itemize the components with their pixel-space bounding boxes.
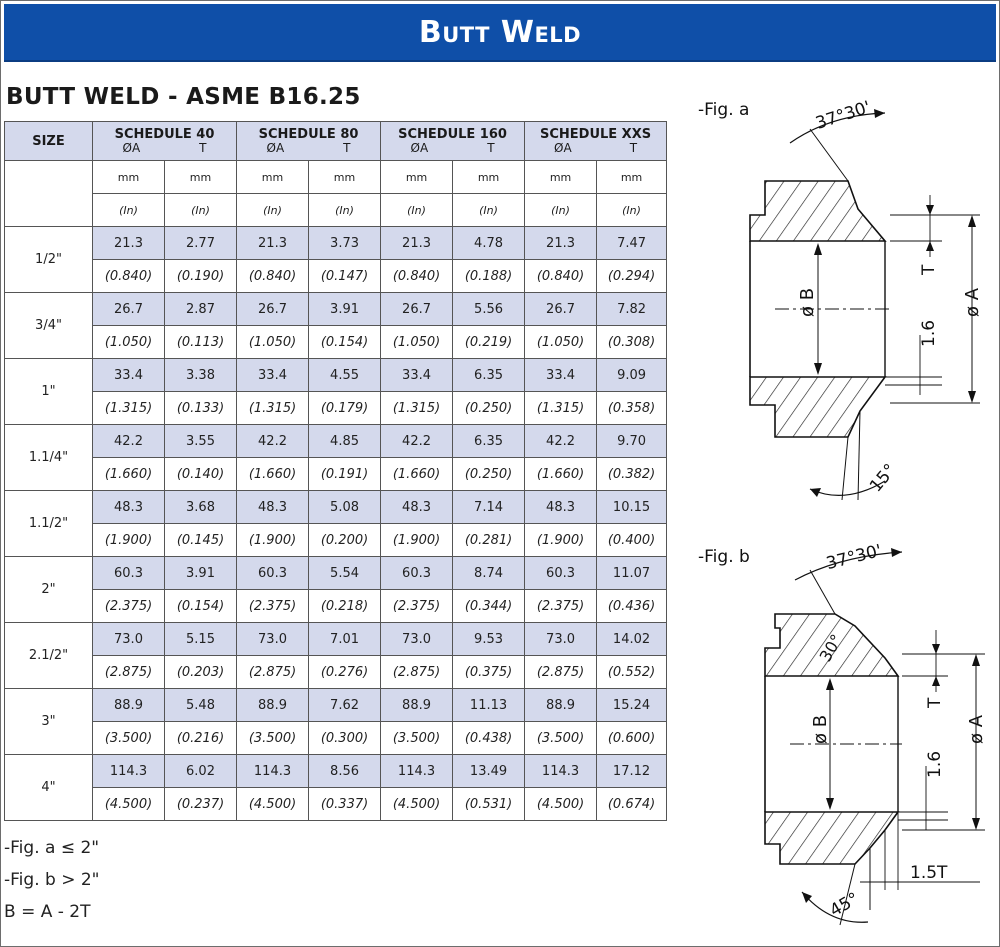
mm-value-cell: 26.7 [237,293,309,326]
inch-value-cell: (3.500) [381,722,453,755]
mm-value-cell: 114.3 [525,755,597,788]
inch-value-cell: (0.179) [309,392,381,425]
inch-value-cell: (0.438) [453,722,525,755]
figure-notes [4,832,99,928]
mm-value-cell: 3.91 [165,557,237,590]
mm-value-cell: 4.85 [309,425,381,458]
mm-value-cell: 3.38 [165,359,237,392]
fig-a-caption: -Fig. a [698,100,750,120]
mm-value-cell: 42.2 [525,425,597,458]
inch-value-cell: (0.113) [165,326,237,359]
mm-value-cell: 73.0 [237,623,309,656]
inch-value-cell: (1.050) [93,326,165,359]
mm-value-cell: 6.02 [165,755,237,788]
section-heading: BUTT WELD - ASME B16.25 [6,84,361,110]
inch-value-cell: (3.500) [237,722,309,755]
mm-value-cell: 21.3 [525,227,597,260]
inch-value-cell: (0.218) [309,590,381,623]
mm-value-cell: 5.56 [453,293,525,326]
mm-value-cell: 7.82 [597,293,667,326]
mm-value-cell: 26.7 [93,293,165,326]
mm-value-cell: 33.4 [237,359,309,392]
table-row [5,392,667,425]
mm-value-cell: 42.2 [93,425,165,458]
inch-value-cell: (3.500) [93,722,165,755]
schedule-header: SCHEDULE 160 ØA T [381,122,525,161]
mm-value-cell: 9.70 [597,425,667,458]
mm-value-cell: 88.9 [525,689,597,722]
fig-b-label-t: T [925,697,945,708]
inch-value-cell: (0.382) [597,458,667,491]
mm-value-cell: 7.01 [309,623,381,656]
inch-value-cell: (0.276) [309,656,381,689]
inch-value-cell: (2.875) [237,656,309,689]
mm-value-cell: 17.12 [597,755,667,788]
mm-value-cell: 114.3 [237,755,309,788]
inch-value-cell: (0.250) [453,392,525,425]
inch-value-cell: (0.840) [525,260,597,293]
inch-value-cell: (2.375) [381,590,453,623]
inch-value-cell: (2.375) [237,590,309,623]
unit-cell: mm [381,161,453,194]
mm-value-cell: 3.68 [165,491,237,524]
mm-value-cell: 60.3 [525,557,597,590]
inch-value-cell: (0.200) [309,524,381,557]
unit-cell: (In) [93,194,165,227]
inch-value-cell: (0.237) [165,788,237,821]
inch-value-cell: (1.315) [381,392,453,425]
table-row [5,557,667,590]
size-cell: 4" [5,755,93,821]
unit-cell: (In) [381,194,453,227]
mm-value-cell: 42.2 [381,425,453,458]
inch-value-cell: (0.140) [165,458,237,491]
unit-row-in [5,194,667,227]
inch-value-cell: (1.660) [93,458,165,491]
inch-value-cell: (0.190) [165,260,237,293]
table-body [5,161,667,821]
inch-value-cell: (0.600) [597,722,667,755]
mm-value-cell: 88.9 [381,689,453,722]
banner-title: Butt Weld [418,14,582,50]
inch-value-cell: (0.154) [165,590,237,623]
inch-value-cell: (1.050) [381,326,453,359]
inch-value-cell: (2.375) [525,590,597,623]
mm-value-cell: 14.02 [597,623,667,656]
table-row [5,359,667,392]
fig-b-angle-top: 37°30' [824,541,884,575]
inch-value-cell: (4.500) [93,788,165,821]
unit-cell: mm [453,161,525,194]
mm-value-cell: 7.47 [597,227,667,260]
inch-value-cell: (1.050) [237,326,309,359]
mm-value-cell: 2.77 [165,227,237,260]
unit-size-cell [5,161,93,227]
fig-a-angle-top: 37°30' [813,97,874,134]
unit-cell: mm [165,161,237,194]
inch-value-cell: (0.375) [453,656,525,689]
fig-b-bottom-wall [765,812,898,864]
inch-value-cell: (0.294) [597,260,667,293]
schedule-header: SCHEDULE 40 ØA T [93,122,237,161]
inch-value-cell: (0.203) [165,656,237,689]
mm-value-cell: 13.49 [453,755,525,788]
table-row [5,788,667,821]
fig-b-caption: -Fig. b [698,547,750,567]
mm-value-cell: 10.15 [597,491,667,524]
inch-value-cell: (0.219) [453,326,525,359]
unit-cell: (In) [165,194,237,227]
unit-cell: mm [309,161,381,194]
inch-value-cell: (2.875) [381,656,453,689]
unit-cell: mm [237,161,309,194]
table-row [5,524,667,557]
mm-value-cell: 21.3 [381,227,453,260]
mm-value-cell: 6.35 [453,359,525,392]
mm-value-cell: 88.9 [237,689,309,722]
mm-value-cell: 8.74 [453,557,525,590]
mm-value-cell: 3.55 [165,425,237,458]
note-formula: B = A - 2T [4,902,91,922]
mm-value-cell: 48.3 [525,491,597,524]
inch-value-cell: (0.300) [309,722,381,755]
mm-value-cell: 9.53 [453,623,525,656]
size-cell: 2.1/2" [5,623,93,689]
mm-value-cell: 21.3 [93,227,165,260]
mm-value-cell: 33.4 [525,359,597,392]
mm-value-cell: 60.3 [237,557,309,590]
mm-value-cell: 21.3 [237,227,309,260]
size-cell: 3" [5,689,93,755]
title-banner [4,4,996,62]
inch-value-cell: (0.191) [309,458,381,491]
fig-a-bottom-wall [750,377,885,437]
inch-value-cell: (0.436) [597,590,667,623]
fig-a-top-wall [750,181,885,241]
fig-a-angle-bottom: 15° [865,460,901,497]
inch-value-cell: (0.344) [453,590,525,623]
mm-value-cell: 60.3 [381,557,453,590]
mm-value-cell: 6.35 [453,425,525,458]
size-cell: 1" [5,359,93,425]
fig-a-label-t: T [919,264,939,275]
table-row [5,623,667,656]
inch-value-cell: (1.900) [381,524,453,557]
inch-value-cell: (4.500) [525,788,597,821]
inch-value-cell: (1.660) [525,458,597,491]
inch-value-cell: (1.315) [525,392,597,425]
mm-value-cell: 33.4 [381,359,453,392]
inch-value-cell: (1.900) [237,524,309,557]
unit-row-mm [5,161,667,194]
mm-value-cell: 48.3 [237,491,309,524]
size-cell: 1.1/4" [5,425,93,491]
inch-value-cell: (0.358) [597,392,667,425]
mm-value-cell: 88.9 [93,689,165,722]
mm-value-cell: 73.0 [93,623,165,656]
mm-value-cell: 26.7 [381,293,453,326]
size-cell: 1.1/2" [5,491,93,557]
inch-value-cell: (0.147) [309,260,381,293]
fig-a-label-land: 1.6 [919,319,939,347]
table-row [5,755,667,788]
inch-value-cell: (1.315) [237,392,309,425]
fig-b-label-land: 1.6 [925,750,945,778]
size-header: SIZE [5,122,93,161]
mm-value-cell: 4.78 [453,227,525,260]
mm-value-cell: 26.7 [525,293,597,326]
inch-value-cell: (0.188) [453,260,525,293]
mm-value-cell: 2.87 [165,293,237,326]
inch-value-cell: (0.531) [453,788,525,821]
inch-value-cell: (0.250) [453,458,525,491]
mm-value-cell: 114.3 [93,755,165,788]
inch-value-cell: (0.145) [165,524,237,557]
mm-value-cell: 114.3 [381,755,453,788]
table-row [5,458,667,491]
fig-b-angle-inner: 30° [815,630,847,665]
inch-value-cell: (0.840) [381,260,453,293]
fig-b-label-b: ø B [810,714,831,744]
mm-value-cell: 42.2 [237,425,309,458]
note-fig-b: -Fig. b > 2" [4,870,100,890]
mm-value-cell: 33.4 [93,359,165,392]
inch-value-cell: (2.875) [525,656,597,689]
unit-cell: (In) [237,194,309,227]
mm-value-cell: 3.91 [309,293,381,326]
inch-value-cell: (1.900) [525,524,597,557]
inch-value-cell: (1.315) [93,392,165,425]
mm-value-cell: 7.62 [309,689,381,722]
inch-value-cell: (3.500) [525,722,597,755]
mm-value-cell: 5.08 [309,491,381,524]
unit-cell: (In) [597,194,667,227]
mm-value-cell: 3.73 [309,227,381,260]
inch-value-cell: (2.875) [93,656,165,689]
unit-cell: (In) [525,194,597,227]
mm-value-cell: 73.0 [525,623,597,656]
mm-value-cell: 11.13 [453,689,525,722]
inch-value-cell: (0.552) [597,656,667,689]
mm-value-cell: 8.56 [309,755,381,788]
inch-value-cell: (0.133) [165,392,237,425]
mm-value-cell: 15.24 [597,689,667,722]
inch-value-cell: (1.900) [93,524,165,557]
table-row [5,656,667,689]
schedule-header: SCHEDULE XXS ØA T [525,122,667,161]
fig-b-angle-bottom: 45° [826,888,863,922]
inch-value-cell: (0.216) [165,722,237,755]
inch-value-cell: (1.660) [237,458,309,491]
mm-value-cell: 7.14 [453,491,525,524]
unit-cell: (In) [309,194,381,227]
table-row [5,722,667,755]
table-row [5,590,667,623]
header-row [5,122,667,161]
fig-a-label-b: ø B [797,287,818,317]
unit-cell: mm [93,161,165,194]
fig-b-drawing [680,530,998,940]
fig-b-label-15t: 1.5T [910,863,948,883]
mm-value-cell: 5.54 [309,557,381,590]
size-cell: 3/4" [5,293,93,359]
fig-a-label-a: ø A [962,287,983,317]
schedule-header: SCHEDULE 80 ØA T [237,122,381,161]
unit-cell: (In) [453,194,525,227]
inch-value-cell: (0.840) [237,260,309,293]
table-row [5,326,667,359]
size-cell: 2" [5,557,93,623]
size-cell: 1/2" [5,227,93,293]
inch-value-cell: (4.500) [237,788,309,821]
table-row [5,260,667,293]
mm-value-cell: 48.3 [381,491,453,524]
mm-value-cell: 9.09 [597,359,667,392]
inch-value-cell: (0.308) [597,326,667,359]
mm-value-cell: 48.3 [93,491,165,524]
table-row [5,689,667,722]
mm-value-cell: 11.07 [597,557,667,590]
mm-value-cell: 73.0 [381,623,453,656]
mm-value-cell: 5.15 [165,623,237,656]
table-row [5,491,667,524]
inch-value-cell: (0.154) [309,326,381,359]
mm-value-cell: 4.55 [309,359,381,392]
inch-value-cell: (1.050) [525,326,597,359]
inch-value-cell: (4.500) [381,788,453,821]
table-row [5,227,667,260]
inch-value-cell: (2.375) [93,590,165,623]
inch-value-cell: (0.400) [597,524,667,557]
fig-a-drawing [680,85,998,515]
inch-value-cell: (0.674) [597,788,667,821]
unit-cell: mm [597,161,667,194]
inch-value-cell: (0.840) [93,260,165,293]
unit-cell: mm [525,161,597,194]
inch-value-cell: (0.281) [453,524,525,557]
fig-b-label-a: ø A [966,714,987,744]
inch-value-cell: (1.660) [381,458,453,491]
mm-value-cell: 60.3 [93,557,165,590]
note-fig-a: -Fig. a ≤ 2" [4,838,100,858]
mm-value-cell: 5.48 [165,689,237,722]
inch-value-cell: (0.337) [309,788,381,821]
table-row [5,293,667,326]
table-row [5,425,667,458]
butt-weld-table [4,121,667,821]
